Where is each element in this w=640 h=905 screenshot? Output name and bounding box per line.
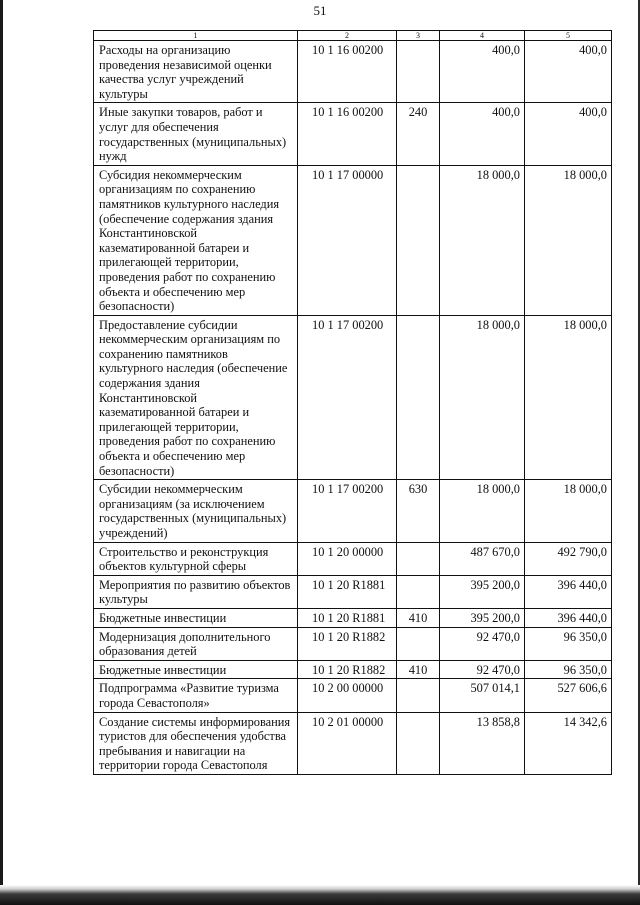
row-code: 10 1 20 R1882 bbox=[298, 660, 397, 679]
row-expense-type bbox=[397, 575, 440, 608]
scan-bottom-edge bbox=[0, 885, 640, 905]
table-row bbox=[94, 165, 612, 315]
row-sum-1: 507 014,1 bbox=[440, 679, 525, 712]
row-expense-type: 240 bbox=[397, 103, 440, 165]
table-row bbox=[94, 627, 612, 660]
row-sum-2: 527 606,6 bbox=[525, 679, 612, 712]
row-code: 10 1 20 R1882 bbox=[298, 627, 397, 660]
row-expense-type bbox=[397, 542, 440, 575]
row-code: 10 1 16 00200 bbox=[298, 41, 397, 103]
row-expense-type bbox=[397, 41, 440, 103]
header-col-5: 5 bbox=[525, 31, 612, 41]
row-name: Бюджетные инвестиции bbox=[94, 660, 298, 679]
row-sum-1: 487 670,0 bbox=[440, 542, 525, 575]
row-code: 10 1 20 R1881 bbox=[298, 575, 397, 608]
table-header-row bbox=[94, 31, 612, 41]
row-sum-2: 18 000,0 bbox=[525, 165, 612, 315]
row-sum-1: 13 858,8 bbox=[440, 712, 525, 774]
row-name: Мероприятия по развитию объектов культуры bbox=[94, 575, 298, 608]
row-name: Подпрограмма «Развитие туризма города Севастополя» bbox=[94, 679, 298, 712]
row-sum-2: 18 000,0 bbox=[525, 315, 612, 480]
row-sum-2: 14 342,6 bbox=[525, 712, 612, 774]
row-sum-2: 396 440,0 bbox=[525, 608, 612, 627]
row-sum-2: 396 440,0 bbox=[525, 575, 612, 608]
row-expense-type bbox=[397, 315, 440, 480]
table-row bbox=[94, 103, 612, 165]
row-expense-type: 630 bbox=[397, 480, 440, 542]
row-code: 10 1 17 00200 bbox=[298, 480, 397, 542]
row-expense-type bbox=[397, 712, 440, 774]
header-col-1: 1 bbox=[94, 31, 298, 41]
row-sum-2: 96 350,0 bbox=[525, 627, 612, 660]
table-row bbox=[94, 315, 612, 480]
header-col-4: 4 bbox=[440, 31, 525, 41]
row-code: 10 1 17 00000 bbox=[298, 165, 397, 315]
row-code: 10 2 00 00000 bbox=[298, 679, 397, 712]
row-sum-1: 18 000,0 bbox=[440, 315, 525, 480]
row-name: Предоставление субсидии некоммерческим организациям по сохранению памятников культурного наследия (обеспечение содержания здания Константиновской казематированной батареи и прилегающей территории, проведения работ по сохранению объекта и обеспечению мер безопасности) bbox=[94, 315, 298, 480]
row-sum-1: 400,0 bbox=[440, 41, 525, 103]
row-code: 10 1 17 00200 bbox=[298, 315, 397, 480]
row-sum-2: 96 350,0 bbox=[525, 660, 612, 679]
row-code: 10 2 01 00000 bbox=[298, 712, 397, 774]
row-code: 10 1 20 R1881 bbox=[298, 608, 397, 627]
row-name: Иные закупки товаров, работ и услуг для обеспечения государственных (муниципальных) нужд bbox=[94, 103, 298, 165]
row-name: Субсидия некоммерческим организациям по сохранению памятников культурного наследия (обеспечение содержания здания Константиновской казематированной батареи и прилегающей территории, проведения работ по сохранению объекта и обеспечению мер безопасности) bbox=[94, 165, 298, 315]
row-expense-type: 410 bbox=[397, 660, 440, 679]
row-sum-2: 18 000,0 bbox=[525, 480, 612, 542]
row-name: Создание системы информирования туристов для обеспечения удобства пребывания и навигации на территории города Севастополя bbox=[94, 712, 298, 774]
row-sum-1: 395 200,0 bbox=[440, 575, 525, 608]
table-row bbox=[94, 712, 612, 774]
table-row bbox=[94, 679, 612, 712]
row-sum-2: 400,0 bbox=[525, 41, 612, 103]
table-row bbox=[94, 660, 612, 679]
row-expense-type bbox=[397, 627, 440, 660]
row-name: Расходы на организацию проведения независимой оценки качества услуг учреждений культуры bbox=[94, 41, 298, 103]
page-number: 51 bbox=[313, 3, 327, 18]
row-code: 10 1 20 00000 bbox=[298, 542, 397, 575]
row-expense-type: 410 bbox=[397, 608, 440, 627]
row-name: Субсидии некоммерческим организациям (за исключением государственных (муниципальных) учреждений) bbox=[94, 480, 298, 542]
row-sum-2: 400,0 bbox=[525, 103, 612, 165]
row-sum-1: 400,0 bbox=[440, 103, 525, 165]
row-sum-1: 395 200,0 bbox=[440, 608, 525, 627]
row-sum-1: 92 470,0 bbox=[440, 660, 525, 679]
row-code: 10 1 16 00200 bbox=[298, 103, 397, 165]
budget-table bbox=[93, 30, 612, 775]
row-name: Модернизация дополнительного образования детей bbox=[94, 627, 298, 660]
row-expense-type bbox=[397, 679, 440, 712]
table-row bbox=[94, 480, 612, 542]
header-col-3: 3 bbox=[397, 31, 440, 41]
row-sum-1: 18 000,0 bbox=[440, 165, 525, 315]
row-expense-type bbox=[397, 165, 440, 315]
header-col-2: 2 bbox=[298, 31, 397, 41]
row-sum-1: 92 470,0 bbox=[440, 627, 525, 660]
scan-left-edge bbox=[0, 0, 3, 905]
row-sum-1: 18 000,0 bbox=[440, 480, 525, 542]
table-row bbox=[94, 542, 612, 575]
table-row bbox=[94, 41, 612, 103]
row-name: Бюджетные инвестиции bbox=[94, 608, 298, 627]
row-sum-2: 492 790,0 bbox=[525, 542, 612, 575]
table-row bbox=[94, 608, 612, 627]
row-name: Строительство и реконструкция объектов культурной сферы bbox=[94, 542, 298, 575]
table-row bbox=[94, 575, 612, 608]
